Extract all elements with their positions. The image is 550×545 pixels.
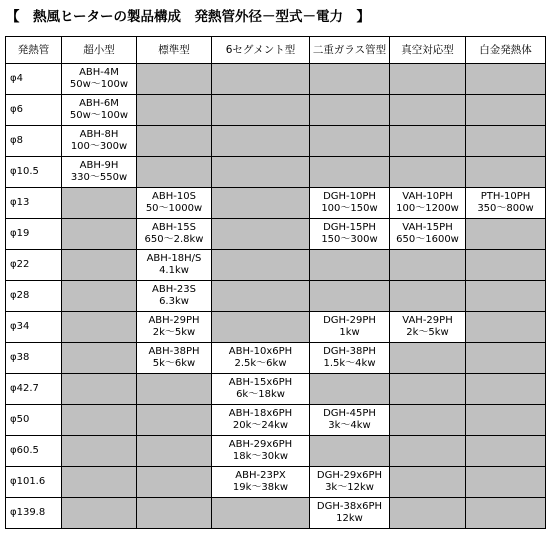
column-header-type: 白金発熱体 xyxy=(466,37,546,64)
product-cell xyxy=(310,219,390,250)
empty-cell xyxy=(137,157,212,188)
empty-cell xyxy=(310,126,390,157)
power-range: 5k～6kw xyxy=(152,358,196,369)
empty-cell xyxy=(390,64,466,95)
product-cell xyxy=(137,312,212,343)
empty-cell xyxy=(137,374,212,405)
empty-cell xyxy=(466,126,546,157)
model-name: ABH-15x6PH xyxy=(228,377,293,388)
empty-cell xyxy=(137,436,212,467)
table-row xyxy=(6,374,546,405)
model-name: DGH-15PH xyxy=(323,222,376,233)
product-cell xyxy=(137,250,212,281)
empty-cell xyxy=(212,250,310,281)
empty-cell xyxy=(62,312,137,343)
empty-cell xyxy=(466,467,546,498)
empty-cell xyxy=(62,436,137,467)
power-range: 650～1600w xyxy=(396,234,459,245)
product-cell xyxy=(212,343,310,374)
model-name: DGH-38PH xyxy=(323,346,376,357)
table-row xyxy=(6,64,546,95)
empty-cell xyxy=(62,498,137,529)
table-row xyxy=(6,312,546,343)
model-name: DGH-29x6PH xyxy=(316,470,383,481)
power-range: 100～300w xyxy=(70,141,128,152)
product-cell xyxy=(62,157,137,188)
empty-cell xyxy=(466,405,546,436)
table-row xyxy=(6,343,546,374)
tube-diameter-cell: φ6 xyxy=(6,95,62,126)
product-cell xyxy=(310,312,390,343)
tube-diameter-cell: φ38 xyxy=(6,343,62,374)
empty-cell xyxy=(137,64,212,95)
tube-diameter-cell: φ34 xyxy=(6,312,62,343)
empty-cell xyxy=(466,436,546,467)
column-header-type: 標準型 xyxy=(137,37,212,64)
product-cell xyxy=(62,64,137,95)
product-cell xyxy=(137,219,212,250)
tube-diameter-cell: φ101.6 xyxy=(6,467,62,498)
model-name: ABH-4M xyxy=(79,67,119,78)
product-table xyxy=(5,36,546,529)
table-row xyxy=(6,126,546,157)
product-cell xyxy=(310,498,390,529)
empty-cell xyxy=(62,343,137,374)
empty-cell xyxy=(62,250,137,281)
product-cell xyxy=(310,188,390,219)
power-range: 650～2.8kw xyxy=(144,234,204,245)
tube-diameter-cell: φ42.7 xyxy=(6,374,62,405)
product-cell xyxy=(137,188,212,219)
tube-diameter-cell: φ13 xyxy=(6,188,62,219)
model-name: ABH-23PX xyxy=(235,470,286,481)
empty-cell xyxy=(466,157,546,188)
empty-cell xyxy=(390,95,466,126)
power-range: 19k～38kw xyxy=(232,482,289,493)
model-name: PTH-10PH xyxy=(480,191,531,202)
empty-cell xyxy=(212,64,310,95)
header-row xyxy=(6,37,546,64)
power-range: 20k～24kw xyxy=(232,420,289,431)
power-range: 2k～5kw xyxy=(406,327,449,338)
page-title: 【 熱風ヒーターの製品構成 発熱管外径－型式－電力 】 xyxy=(6,9,370,25)
empty-cell xyxy=(212,188,310,219)
empty-cell xyxy=(390,467,466,498)
power-range: 1.5k～4kw xyxy=(323,358,376,369)
model-name: DGH-29PH xyxy=(323,315,376,326)
empty-cell xyxy=(62,467,137,498)
power-range: 18k～30kw xyxy=(232,451,289,462)
empty-cell xyxy=(137,405,212,436)
power-range: 1kw xyxy=(339,327,360,338)
model-name: ABH-10S xyxy=(152,191,196,202)
empty-cell xyxy=(310,250,390,281)
tube-diameter-cell: φ50 xyxy=(6,405,62,436)
power-range: 4.1kw xyxy=(159,265,189,276)
empty-cell xyxy=(310,281,390,312)
empty-cell xyxy=(212,281,310,312)
tube-diameter-cell: φ60.5 xyxy=(6,436,62,467)
product-cell xyxy=(212,405,310,436)
product-cell xyxy=(137,281,212,312)
empty-cell xyxy=(466,374,546,405)
empty-cell xyxy=(466,312,546,343)
column-header-type: 二重ガラス管型 xyxy=(310,37,390,64)
empty-cell xyxy=(466,250,546,281)
model-name: DGH-10PH xyxy=(323,191,376,202)
empty-cell xyxy=(390,281,466,312)
model-name: ABH-18x6PH xyxy=(228,408,293,419)
empty-cell xyxy=(390,374,466,405)
empty-cell xyxy=(137,126,212,157)
model-name: VAH-29PH xyxy=(402,315,453,326)
product-cell xyxy=(62,126,137,157)
power-range: 2k～5kw xyxy=(152,327,196,338)
empty-cell xyxy=(310,436,390,467)
product-cell xyxy=(212,436,310,467)
model-name: ABH-18H/S xyxy=(146,253,202,264)
empty-cell xyxy=(212,498,310,529)
column-header-size: 発熱管 xyxy=(6,37,62,64)
empty-cell xyxy=(310,157,390,188)
table-row xyxy=(6,157,546,188)
model-name: ABH-29x6PH xyxy=(228,439,293,450)
table-row xyxy=(6,250,546,281)
model-name: DGH-38x6PH xyxy=(316,501,383,512)
tube-diameter-cell: φ4 xyxy=(6,64,62,95)
model-name: ABH-9H xyxy=(79,160,119,171)
empty-cell xyxy=(466,95,546,126)
power-range: 50w～100w xyxy=(69,110,129,121)
empty-cell xyxy=(390,126,466,157)
empty-cell xyxy=(212,312,310,343)
product-cell xyxy=(310,405,390,436)
empty-cell xyxy=(466,281,546,312)
tube-diameter-cell: φ22 xyxy=(6,250,62,281)
table-row xyxy=(6,467,546,498)
table-row xyxy=(6,405,546,436)
model-name: ABH-6M xyxy=(79,98,119,109)
tube-diameter-cell: φ28 xyxy=(6,281,62,312)
product-cell xyxy=(390,312,466,343)
table-row xyxy=(6,498,546,529)
empty-cell xyxy=(137,95,212,126)
model-name: VAH-10PH xyxy=(402,191,453,202)
power-range: 100～1200w xyxy=(396,203,459,214)
table-row xyxy=(6,219,546,250)
empty-cell xyxy=(62,219,137,250)
product-cell xyxy=(212,374,310,405)
empty-cell xyxy=(62,405,137,436)
tube-diameter-cell: φ19 xyxy=(6,219,62,250)
empty-cell xyxy=(212,126,310,157)
table-row xyxy=(6,95,546,126)
table-body xyxy=(6,64,546,529)
model-name: DGH-45PH xyxy=(323,408,376,419)
model-name: ABH-15S xyxy=(152,222,196,233)
product-cell xyxy=(137,343,212,374)
empty-cell xyxy=(310,374,390,405)
empty-cell xyxy=(390,405,466,436)
product-cell xyxy=(310,467,390,498)
empty-cell xyxy=(466,219,546,250)
product-cell xyxy=(212,467,310,498)
empty-cell xyxy=(137,498,212,529)
empty-cell xyxy=(310,95,390,126)
power-range: 350～800w xyxy=(477,203,534,214)
empty-cell xyxy=(390,498,466,529)
product-cell xyxy=(466,188,546,219)
empty-cell xyxy=(310,64,390,95)
empty-cell xyxy=(466,64,546,95)
power-range: 6k～18kw xyxy=(236,389,285,400)
table-row xyxy=(6,281,546,312)
model-name: ABH-23S xyxy=(152,284,196,295)
model-name: ABH-38PH xyxy=(148,346,200,357)
tube-diameter-cell: φ139.8 xyxy=(6,498,62,529)
power-range: 100～150w xyxy=(321,203,378,214)
power-range: 3k～12kw xyxy=(325,482,374,493)
empty-cell xyxy=(212,219,310,250)
empty-cell xyxy=(62,374,137,405)
product-cell xyxy=(390,188,466,219)
column-header-type: 6セグメント型 xyxy=(212,37,310,64)
empty-cell xyxy=(62,188,137,219)
column-header-type: 超小型 xyxy=(62,37,137,64)
empty-cell xyxy=(390,343,466,374)
empty-cell xyxy=(466,498,546,529)
empty-cell xyxy=(390,436,466,467)
product-cell xyxy=(390,219,466,250)
empty-cell xyxy=(62,281,137,312)
empty-cell xyxy=(466,343,546,374)
tube-diameter-cell: φ8 xyxy=(6,126,62,157)
model-name: ABH-10x6PH xyxy=(228,346,293,357)
power-range: 50～1000w xyxy=(145,203,203,214)
tube-diameter-cell: φ10.5 xyxy=(6,157,62,188)
model-name: ABH-8H xyxy=(79,129,119,140)
table-row xyxy=(6,436,546,467)
power-range: 12kw xyxy=(336,513,363,524)
product-cell xyxy=(62,95,137,126)
column-header-type: 真空対応型 xyxy=(390,37,466,64)
empty-cell xyxy=(390,157,466,188)
power-range: 50w～100w xyxy=(69,79,129,90)
table-row xyxy=(6,188,546,219)
empty-cell xyxy=(137,467,212,498)
power-range: 3k～4kw xyxy=(328,420,371,431)
model-name: ABH-29PH xyxy=(148,315,200,326)
model-name: VAH-15PH xyxy=(402,222,453,233)
product-cell xyxy=(310,343,390,374)
power-range: 150～300w xyxy=(321,234,378,245)
power-range: 6.3kw xyxy=(159,296,189,307)
power-range: 330～550w xyxy=(70,172,128,183)
empty-cell xyxy=(212,95,310,126)
power-range: 2.5k～6kw xyxy=(234,358,287,369)
empty-cell xyxy=(390,250,466,281)
empty-cell xyxy=(212,157,310,188)
